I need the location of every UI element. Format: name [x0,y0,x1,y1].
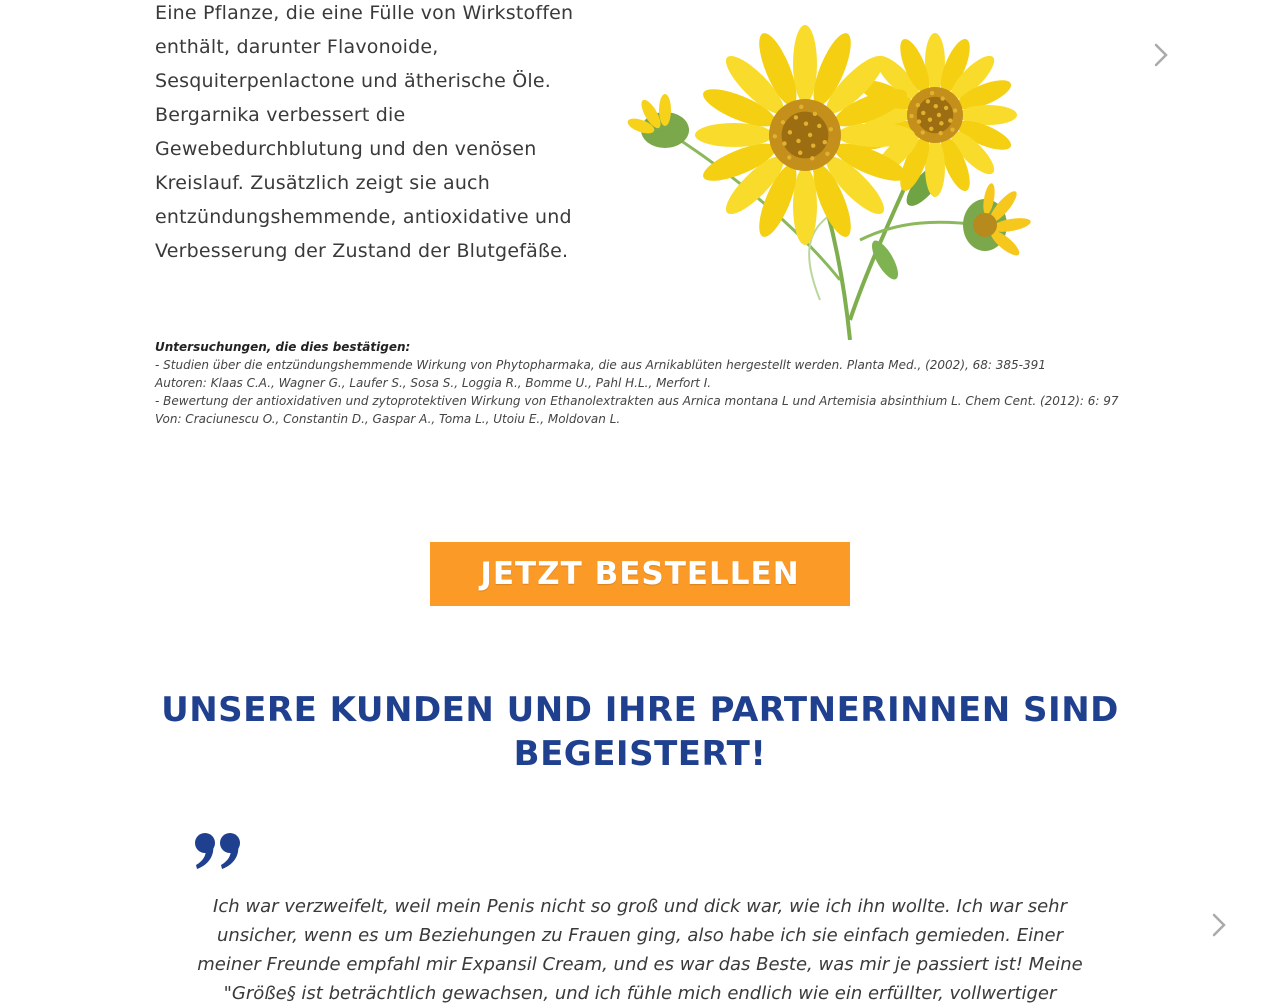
study-line: - Bewertung der antioxidativen und zytoprotektiven Wirkung von Ethanolextrakten aus Arnica montana L und Artemisia absinthium L. Chem Cent. (2012): 6: 97 [155,394,1119,408]
studies-title: Untersuchungen, die dies bestätigen: [155,340,411,354]
arnica-flower-image [600,0,1080,340]
ingredient-description: Eine Pflanze, die eine Fülle von Wirkstoffen enthält, darunter Flavonoide, Sesquiterpenlactone und ätherische Öle. Bergarnika verbessert die Gewebedurchblutung und den venösen Kreislauf. Zusätzlich zeigt sie auch entzündungshemmende, antioxidative und Verbesserung der Zustand der Blutgefäße. [155,2,574,262]
study-line: Von: Craciunescu O., Constantin D., Gaspar A., Toma L., Utoiu E., Moldovan L. [155,412,621,426]
testimonial-next-chevron-right-icon[interactable] [1208,912,1230,938]
study-line: - Studien über die entzündungshemmende Wirkung von Phytopharmaka, die aus Arnikablüten hergestellt werden. Planta Med., (2002), 68: 385-391 [155,358,1046,372]
slider-next-chevron-right-icon[interactable] [1150,42,1172,68]
order-now-button[interactable]: JETZT BESTELLEN [430,542,850,606]
study-line: Autoren: Klaas C.A., Wagner G., Laufer S., Sosa S., Loggia R., Bomme U., Pahl H.L., Merfort I. [155,376,712,390]
reviews-section-title: UNSERE KUNDEN UND IHRE PARTNERINNEN SIND BEGEISTERT! [161,690,1119,774]
testimonial-text: Ich war verzweifelt, weil mein Penis nicht so groß und dick war, wie ich ihn wollte. Ich war sehr unsicher, wenn es um Beziehungen zu Frauen ging, also habe ich sie einfach gemieden. Einer meiner Freunde empfahl mir Expansil Cream, und es war das Beste, was mir je passiert ist! Meine "Größe§ ist beträchtlich gewachsen, und ich fühle mich endlich wie ein erfüllter, vollwertiger [197,896,1083,1004]
quote-icon [194,832,242,876]
study-references [155,338,1135,428]
